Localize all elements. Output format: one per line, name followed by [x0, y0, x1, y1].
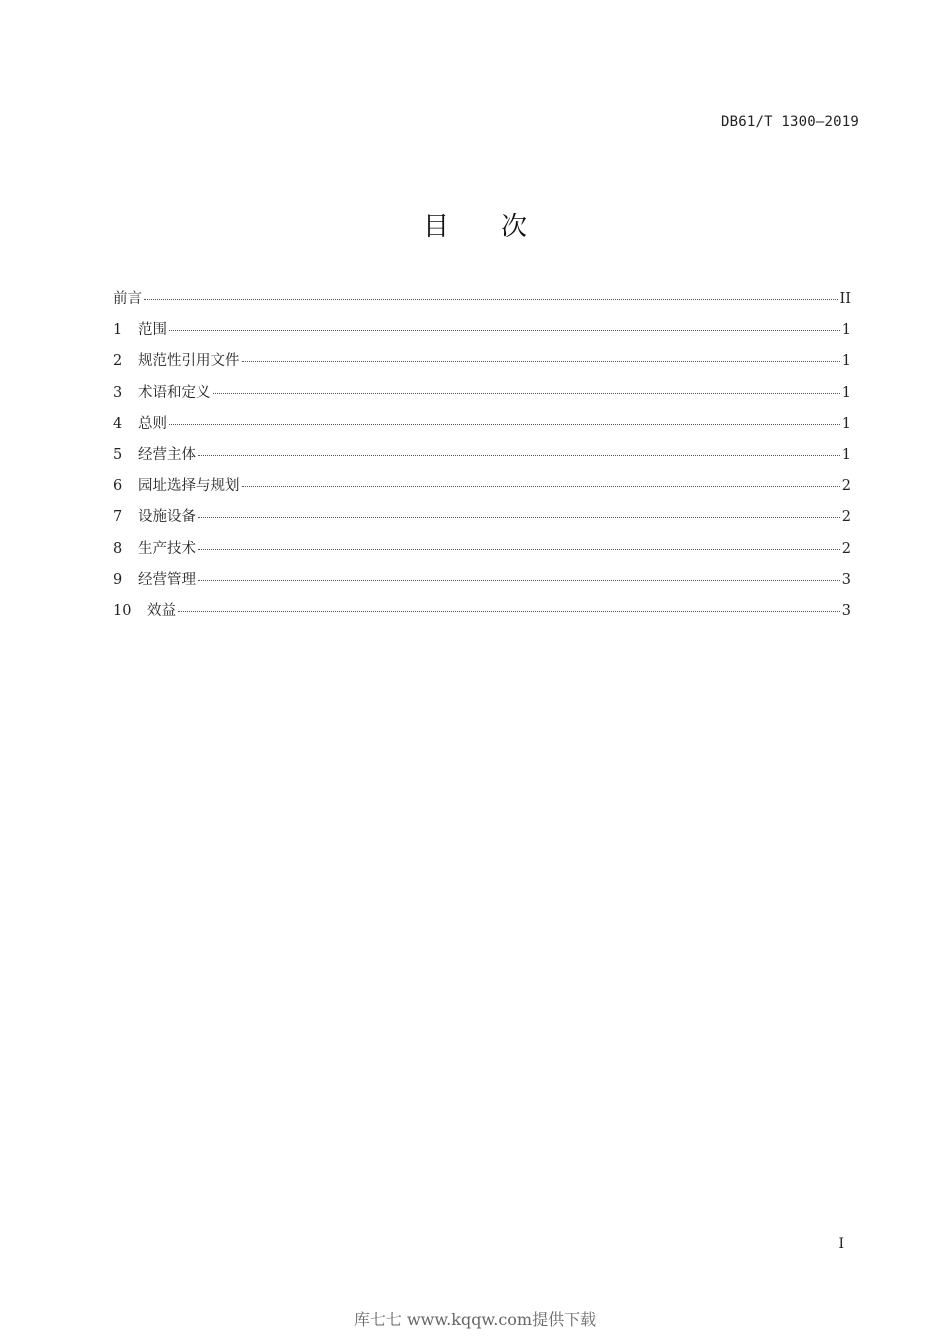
toc-item-label: 前言 — [113, 291, 142, 307]
toc-dot-leader — [169, 424, 840, 425]
toc-item-facilities[interactable] — [113, 505, 851, 536]
toc-item-page: 2 — [841, 540, 851, 557]
toc-item-scope[interactable] — [113, 318, 851, 349]
toc-item-page: 3 — [841, 602, 851, 619]
toc-item-page: 2 — [841, 509, 851, 526]
toc-item-number: 10 — [113, 602, 132, 619]
toc-item-label: 规范性引用文件 — [138, 353, 240, 370]
page-title — [0, 206, 950, 243]
toc-item-number: 3 — [113, 384, 123, 401]
toc-item-label: 园址选择与规划 — [138, 478, 240, 495]
toc-dot-leader — [242, 486, 840, 487]
toc-item-management[interactable] — [113, 568, 851, 599]
toc-item-benefits[interactable] — [113, 599, 851, 630]
toc-item-number: 2 — [113, 353, 123, 370]
toc-item-page: II — [839, 291, 851, 307]
toc-dot-leader — [242, 361, 840, 362]
toc-item-number: 7 — [113, 509, 123, 526]
toc-item-normative-references[interactable] — [113, 349, 851, 380]
toc-item-label: 范围 — [138, 322, 167, 339]
toc-item-label: 设施设备 — [138, 509, 196, 526]
toc-dot-leader — [198, 517, 840, 518]
page-title-char-2: 次 — [501, 212, 528, 242]
toc-item-site-selection[interactable] — [113, 474, 851, 505]
toc-dot-leader — [198, 580, 840, 581]
toc-dot-leader — [213, 393, 840, 394]
toc-item-terms-definitions[interactable] — [113, 381, 851, 412]
toc-item-production-technology[interactable] — [113, 537, 851, 568]
toc-item-page: 1 — [841, 415, 851, 432]
toc-dot-leader — [144, 299, 838, 300]
toc-item-label: 经营主体 — [138, 446, 196, 463]
page-number: I — [838, 1236, 844, 1252]
toc-item-number: 1 — [113, 322, 123, 339]
table-of-contents — [113, 287, 851, 630]
page-title-char-1: 目 — [422, 212, 449, 242]
toc-item-label: 总则 — [138, 415, 167, 432]
toc-item-number: 9 — [113, 571, 123, 588]
toc-item-operating-entity[interactable] — [113, 443, 851, 474]
toc-item-page: 1 — [841, 446, 851, 463]
toc-item-foreword[interactable] — [113, 287, 851, 318]
toc-item-number: 6 — [113, 478, 123, 495]
toc-item-page: 2 — [841, 478, 851, 495]
toc-item-page: 1 — [841, 384, 851, 401]
toc-item-page: 3 — [841, 571, 851, 588]
toc-item-label: 效益 — [147, 602, 176, 619]
document-code: DB61/T 1300—2019 — [720, 114, 859, 130]
toc-item-page: 1 — [841, 322, 851, 339]
toc-item-number: 4 — [113, 415, 123, 432]
toc-item-label: 经营管理 — [138, 571, 196, 588]
toc-item-number: 5 — [113, 446, 123, 463]
toc-item-label: 生产技术 — [138, 540, 196, 557]
toc-dot-leader — [198, 549, 840, 550]
toc-item-page: 1 — [841, 353, 851, 370]
toc-dot-leader — [198, 455, 840, 456]
toc-dot-leader — [178, 611, 840, 612]
toc-item-label: 术语和定义 — [138, 384, 211, 401]
toc-item-number: 8 — [113, 540, 123, 557]
toc-item-general[interactable] — [113, 412, 851, 443]
watermark-text: 库七七 www.kqqw.com提供下载 — [353, 1310, 597, 1329]
toc-dot-leader — [169, 330, 840, 331]
